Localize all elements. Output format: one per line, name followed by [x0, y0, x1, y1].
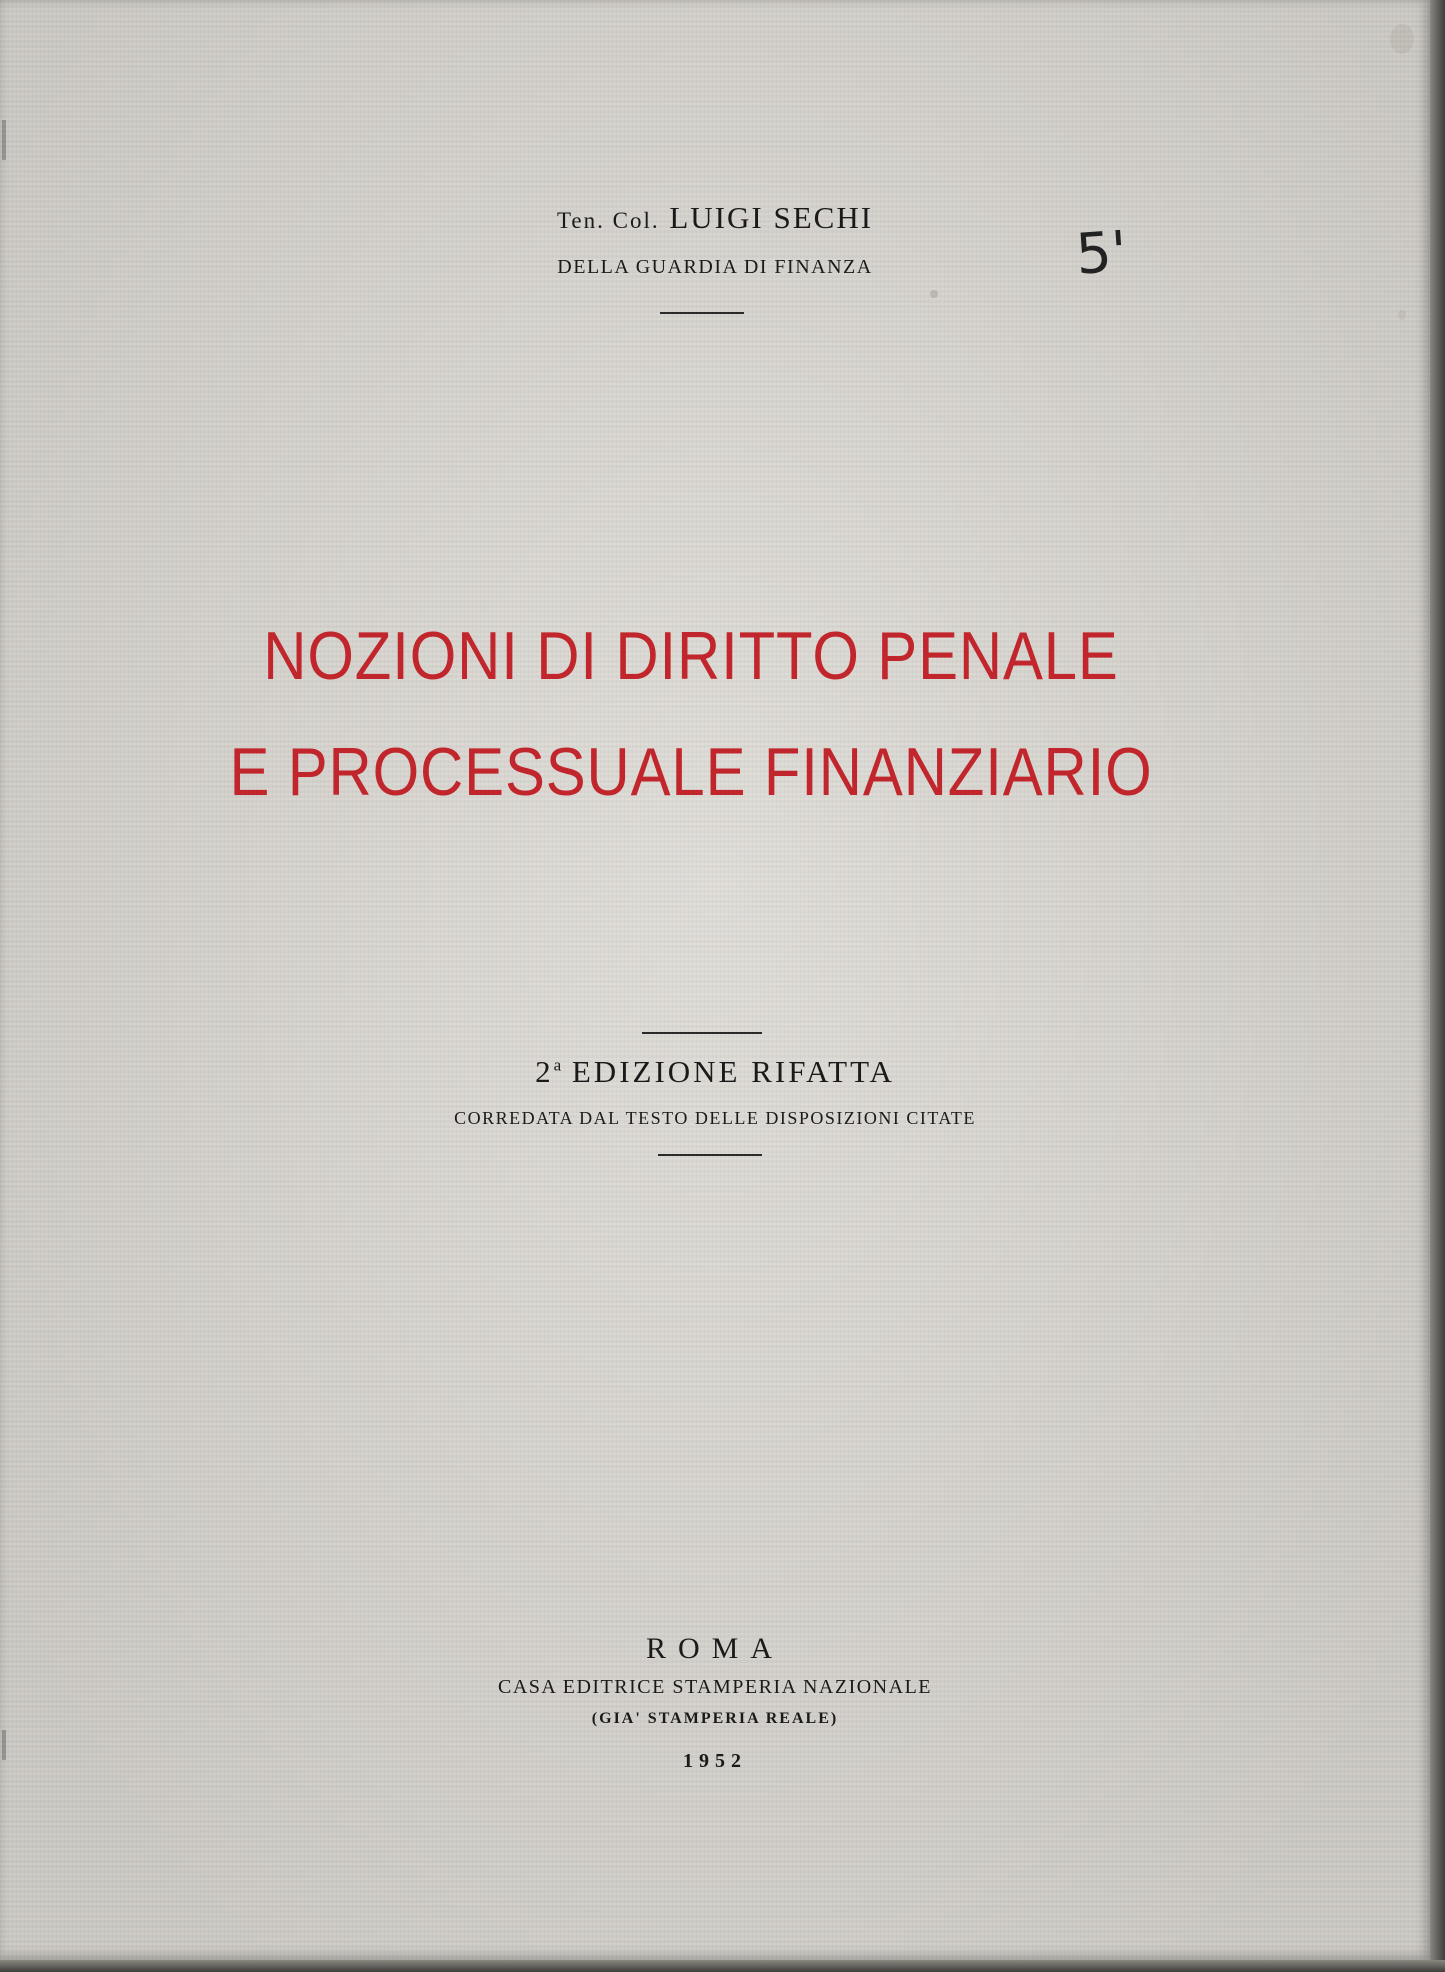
title-line-2: E PROCESSUALE FINANZIARIO	[229, 734, 1153, 810]
divider-rule	[658, 1154, 762, 1156]
edition-superscript: a	[553, 1055, 562, 1075]
paper-stain	[930, 290, 938, 298]
imprint-publisher: CASA EDITRICE STAMPERIA NAZIONALE	[497, 1676, 932, 1698]
edition-number: 2	[535, 1054, 554, 1089]
author-name: LUIGI SECHI	[669, 200, 874, 235]
page-edge	[1430, 0, 1445, 1972]
author-rank: Ten. Col.	[556, 208, 660, 233]
paper-stain	[1398, 310, 1406, 320]
divider-rule	[660, 312, 744, 314]
paper-stain	[1390, 24, 1414, 54]
edition-label: EDIZIONE RIFATTA	[571, 1054, 895, 1089]
author-affiliation: DELLA GUARDIA DI FINANZA	[557, 256, 873, 278]
author-line	[0, 200, 1430, 236]
handwritten-note: 5'	[1073, 219, 1130, 288]
title-line-1: NOZIONI DI DIRITTO PENALE	[263, 618, 1119, 694]
imprint-city: ROMA	[645, 1632, 784, 1665]
imprint-year: 1952	[683, 1750, 747, 1772]
divider-rule	[642, 1032, 762, 1034]
imprint-publisher-note: (GIA' STAMPERIA REALE)	[591, 1710, 839, 1727]
page-edge-bottom	[0, 1960, 1445, 1972]
spine-mark	[2, 120, 6, 160]
edition-note: CORREDATA DAL TESTO DELLE DISPOSIZIONI CITATE	[454, 1108, 976, 1128]
edition-line	[0, 1054, 1430, 1090]
